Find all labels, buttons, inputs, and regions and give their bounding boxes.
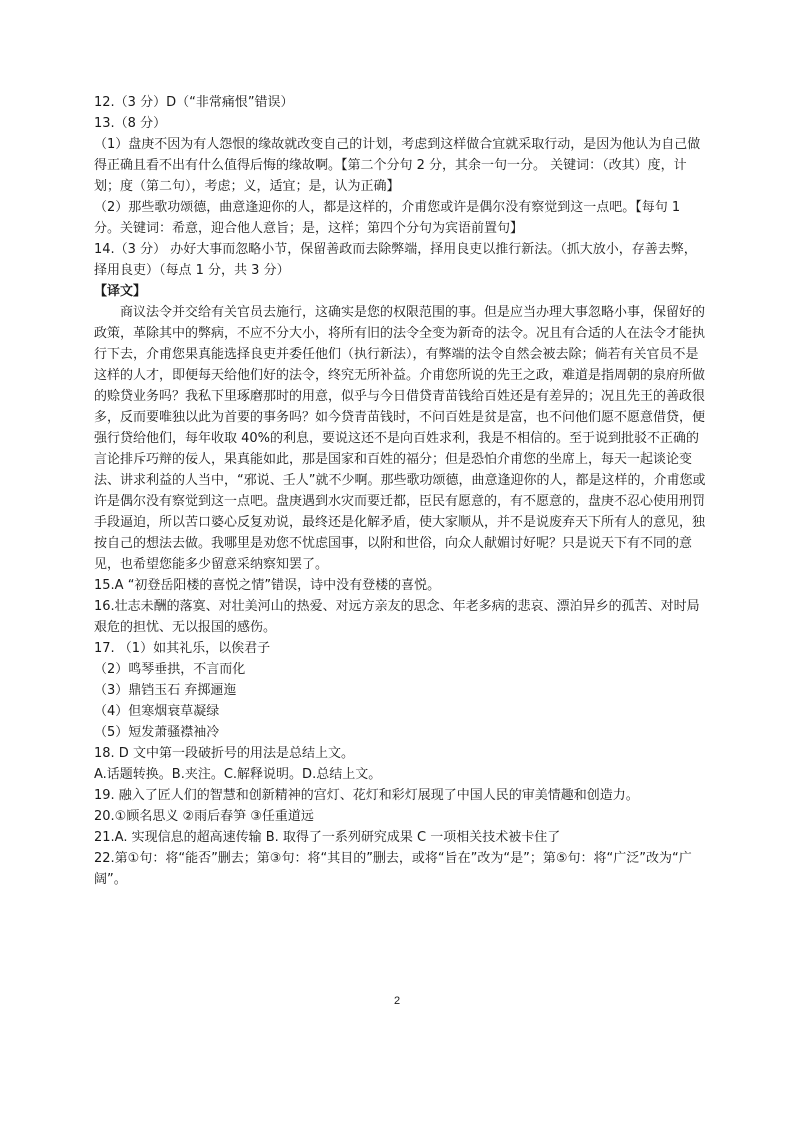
page-number: 2 (393, 995, 401, 1007)
answer-q17-4: （4）但寒烟衰草凝绿 (94, 704, 220, 719)
answer-q17-5: （5）短发萧骚襟袖冷 (94, 725, 220, 740)
answer-q17-2: （2）鸣琴垂拱，不言而化 (94, 662, 246, 677)
answer-q22: 22.第①句：将“能否”删去；第③句：将“其目的”删去，或将“旨在”改为“是”；第⑤句：将“广泛”改为“广阔”。 (94, 851, 692, 887)
translation-body: 商议法令并交给有关官员去施行，这确实是您的权限范围的事。但是应当办理大事忽略小事，保留好的政策，革除其中的弊病，不应不分大小，将所有旧的法令全变为新奇的法令。况且有合适的人在法令才能执行下去，介甫您果真能选择良吏并委任他们（执行新法），有弊端的法令自然会被去除；倘若有关官员不是这样的人才，即便每天给他们好的法令，终究无所补益。介甫您所说的先王之政，难道是指周朝的泉府所做的赊贷业务吗？我私下里琢磨那时的用意，似乎与今日借贷青苗钱给百姓还是有差异的；况且先王的善政很多，反而要唯独以此为首要的事务吗？如今贷青苗钱时，不问百姓是贫是富，也不问他们愿不愿意借贷，便强行贷给他们，每年收取 40%的利息，要说这还不是向百姓求利，我是不相信的。至于说到批驳不正确的言论排斥巧辩的佞人，果真能如此，那是国家和百姓的福分；但是恐怕介甫您的坐席上，每天一起谈论变法、讲求利益的人当中，“邪说、壬人”就不少啊。那些歌功颂德，曲意逢迎你的人，都是这样的，介甫您或许是偶尔没有察觉到这一点吧。盘庚遇到水灾而要迁都，臣民有愿意的，有不愿意的，盘庚不忍心使用刑罚手段逼迫，所以苦口婆心反复劝说，最终还是化解矛盾，使大家顺从，并不是说废弃天下所有人的意见，独按自己的想法去做。我哪里是劝您不忧虑国事，以附和世俗，向众人献媚讨好呢？只是说天下有不同的意见，也希望您能多少留意采纳察知罢了。 (94, 305, 706, 572)
answer-key-page (94, 92, 706, 890)
answer-q18: 18. D 文中第一段破折号的用法是总结上文。 (94, 746, 354, 761)
answer-q17-3: （3）鼎铛玉石 弃掷逦迤 (94, 683, 237, 698)
answer-q19: 19. 融入了匠人们的智慧和创新精神的宫灯、花灯和彩灯展现了中国人民的审美情趣和创造力。 (94, 788, 639, 803)
answer-q14: 14.（3 分） 办好大事而忽略小节，保留善政而去除弊端，择用良吏以推行新法。（抓大放小，存善去弊，择用良吏）（每点 1 分，共 3 分） (94, 242, 697, 278)
answer-q15: 15.A “初登岳阳楼的喜悦之情”错误，诗中没有登楼的喜悦。 (94, 578, 441, 593)
answer-q18-options: A.话题转换。B.夹注。C.解释说明。D.总结上文。 (94, 767, 382, 782)
answer-q17-1: 17. （1）如其礼乐，以俟君子 (94, 641, 271, 656)
translation-heading: 【译文】 (94, 284, 147, 299)
answer-q20: 20.①顾名思义 ②雨后春笋 ③任重道远 (94, 809, 314, 824)
answer-q13-part2: （2）那些歌功颂德，曲意逢迎你的人，都是这样的，介甫您或许是偶尔没有察觉到这一点吧。【每句 1 分。关键词：希意，迎合他人意旨；是，这样；第四个分句为宾语前置句】 (94, 200, 685, 236)
answer-q21: 21.A. 实现信息的超高速传输 B. 取得了一系列研究成果 C 一项相关技术被卡住了 (94, 830, 561, 845)
answer-q13-part1: （1）盘庚不因为有人怨恨的缘故就改变自己的计划，考虑到这样做合宜就采取行动，是因为他认为自己做得正确且看不出有什么值得后悔的缘故啊。【第二个分句 2 分，其余一句一分。 关键词：（改其）度，计划；度（第二句），考虑；义，适宜；是，认为正确】 (94, 137, 701, 194)
answer-q12: 12.（3 分）D（“非常痛恨”错误） (94, 95, 294, 110)
answer-q16: 16.壮志未酬的落寞、对壮美河山的热爱、对远方亲友的思念、年老多病的悲哀、漂泊异乡的孤苦、对时局艰危的担忧、无以报国的感伤。 (94, 599, 700, 635)
answer-q13-header: 13.（8 分） (94, 116, 167, 131)
